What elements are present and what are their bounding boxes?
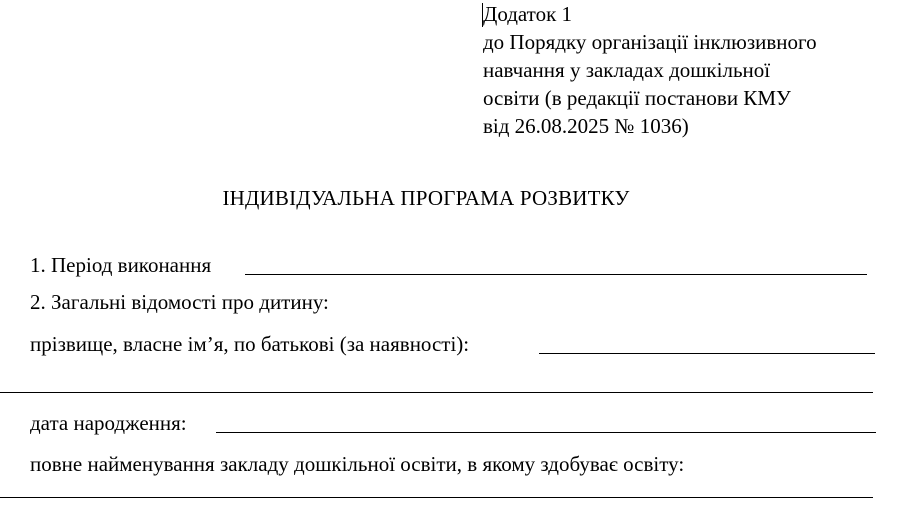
period-label: 1. Період виконання (30, 253, 212, 277)
full-name-fill-line[interactable] (539, 353, 875, 354)
appendix-line: освіти (в редакції постанови КМУ (483, 86, 791, 110)
appendix-header (483, 0, 893, 140)
institution-label: повне найменування закладу дошкільної освіти, в якому здобуває освіту: (30, 452, 685, 476)
institution-fill-line[interactable] (0, 497, 873, 498)
birth-date-label: дата народження: (30, 411, 187, 435)
document-title: ІНДИВІДУАЛЬНА ПРОГРАМА РОЗВИТКУ (222, 186, 630, 210)
full-name-continuation-line[interactable] (0, 392, 873, 393)
full-name-label: прізвище, власне ім’я, по батькові (за наявності): (30, 332, 470, 356)
appendix-line: навчання у закладах дошкільної (483, 58, 771, 82)
birth-date-fill-line[interactable] (216, 432, 876, 433)
appendix-line: до Порядку організації інклюзивного (483, 30, 817, 54)
period-fill-line[interactable] (245, 274, 867, 275)
general-info-heading: 2. Загальні відомості про дитину: (30, 290, 329, 314)
appendix-line: Додаток 1 (483, 2, 573, 26)
appendix-line: від 26.08.2025 № 1036) (483, 114, 689, 138)
